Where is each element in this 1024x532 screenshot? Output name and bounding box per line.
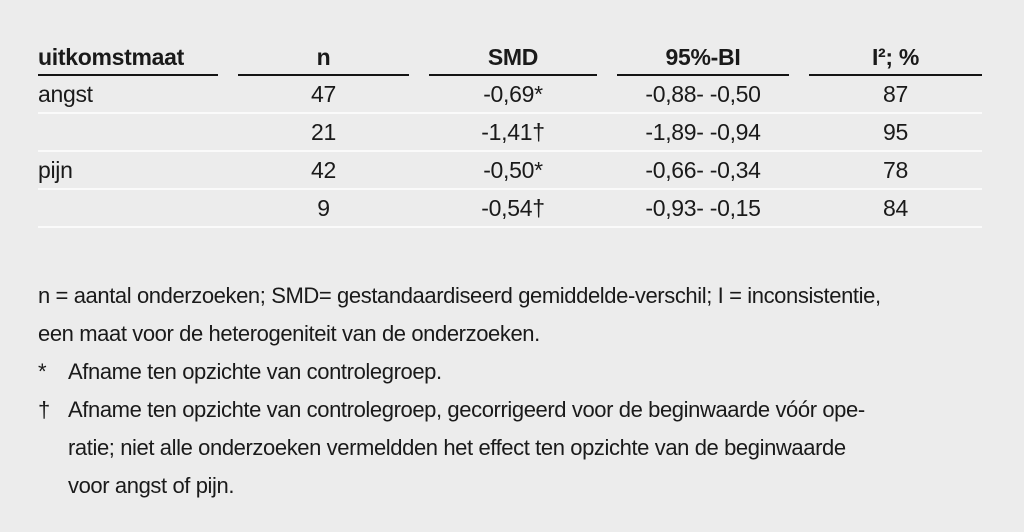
table-cell-smd: -0,50* [483, 157, 543, 183]
table-cell-i2: 78 [883, 157, 908, 183]
header-cell-95bi: 95%-BI [617, 42, 789, 76]
footnote-text-line: Afname ten opzichte van controlegroep, gecorrigeerd voor de beginwaarde vóór ope- [68, 397, 865, 422]
table-cell-i2: 84 [883, 195, 908, 221]
footnote-marker-asterisk: * [38, 359, 47, 384]
table-cell-smd: -0,69* [483, 81, 543, 107]
results-table [38, 42, 982, 228]
table-cell-smd: -0,54† [481, 195, 545, 221]
table-cell-n: 47 [311, 81, 336, 107]
table-cell-smd: -1,41† [481, 119, 545, 145]
table-header-row [38, 42, 982, 76]
table-cell-uitkomstmaat: angst [38, 81, 93, 107]
table-cell-uitkomstmaat [38, 190, 218, 226]
footnote-item-dagger [38, 391, 998, 505]
table-cell-95bi: -0,88- -0,50 [645, 81, 761, 107]
table-row [38, 152, 982, 190]
footnote-marker-dagger: † [38, 397, 50, 422]
footnote-definition-line: n = aantal onderzoeken; SMD= gestandaardiseerd gemiddelde-verschil; I = inconsistentie, [38, 283, 881, 308]
footnote-item-asterisk [38, 353, 998, 391]
table-cell-n: 21 [311, 119, 336, 145]
table-row [38, 114, 982, 152]
header-cell-smd: SMD [429, 42, 597, 76]
table-cell-n: 42 [311, 157, 336, 183]
table-cell-95bi: -0,93- -0,15 [645, 195, 761, 221]
table-row [38, 76, 982, 114]
header-cell-n: n [238, 42, 409, 76]
table-cell-95bi: -0,66- -0,34 [645, 157, 761, 183]
table-cell-i2: 87 [883, 81, 908, 107]
table-cell-95bi: -1,89- -0,94 [645, 119, 761, 145]
table-cell-uitkomstmaat: pijn [38, 157, 73, 183]
table-footnotes [38, 277, 998, 505]
footnote-text-line: ratie; niet alle onderzoeken vermeldden het effect ten opzichte van de beginwaarde [68, 435, 846, 460]
footnote-text-line: Afname ten opzichte van controlegroep. [68, 359, 442, 384]
table-cell-i2: 95 [883, 119, 908, 145]
header-cell-i2: I²; % [809, 42, 982, 76]
footnote-definition-line: een maat voor de heterogeniteit van de onderzoeken. [38, 321, 540, 346]
footnote-text-line: voor angst of pijn. [68, 473, 235, 498]
table-cell-uitkomstmaat [38, 114, 218, 150]
table-row [38, 190, 982, 228]
table-cell-n: 9 [317, 195, 330, 221]
header-cell-uitkomstmaat: uitkomstmaat [38, 42, 218, 76]
